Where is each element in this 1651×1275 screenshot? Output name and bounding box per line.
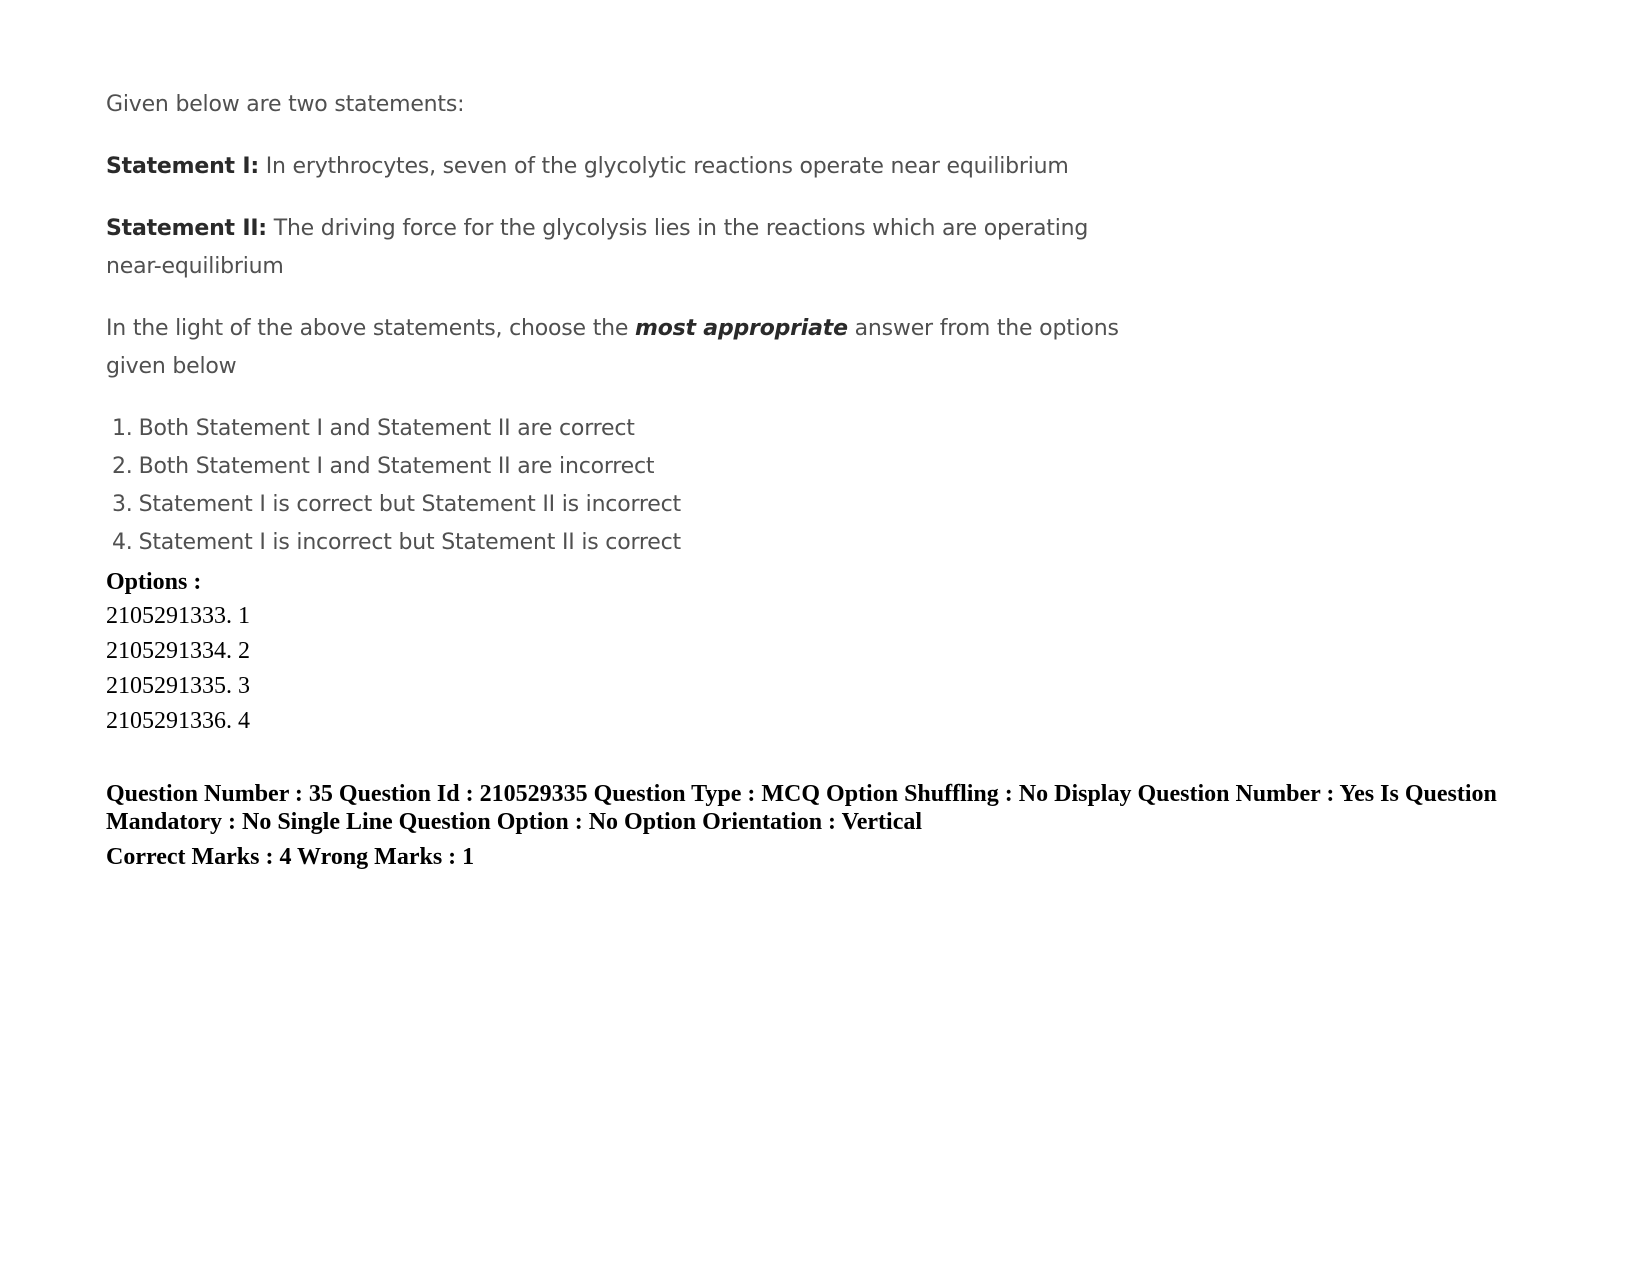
choice-number: 4. bbox=[112, 530, 133, 555]
options-section bbox=[106, 565, 250, 739]
choice-text: Statement I is incorrect but Statement II is correct bbox=[138, 530, 681, 555]
choice-number: 2. bbox=[112, 454, 133, 479]
option-row: 2105291335. 3 bbox=[106, 673, 250, 699]
statement-1-text: In erythrocytes, seven of the glycolytic reactions operate near equilibrium bbox=[258, 154, 1069, 179]
choice-text: Both Statement I and Statement II are correct bbox=[138, 416, 635, 441]
question-prompt bbox=[106, 310, 1206, 386]
choice-item bbox=[106, 410, 1206, 448]
marks-line: Correct Marks : 4 Wrong Marks : 1 bbox=[106, 844, 475, 870]
statement-2-text: The driving force for the glycolysis lies in the reactions which are operating bbox=[266, 216, 1089, 241]
choice-number: 1. bbox=[112, 416, 133, 441]
statement-2-label: Statement II: bbox=[106, 216, 267, 241]
prompt-emphasis: most appropriate bbox=[635, 316, 848, 341]
statement-2-line-1 bbox=[106, 210, 1206, 248]
statement-1 bbox=[106, 148, 1206, 186]
prompt-before: In the light of the above statements, choose the bbox=[106, 316, 635, 341]
question-image bbox=[106, 86, 1206, 562]
metadata-line-2: Mandatory : No Single Line Question Option : No Option Orientation : Vertical bbox=[106, 809, 923, 835]
choice-item bbox=[106, 524, 1206, 562]
prompt-line-2: given below bbox=[106, 354, 237, 379]
options-title: Options : bbox=[106, 569, 202, 595]
prompt-line-1 bbox=[106, 310, 1206, 348]
choice-text: Statement I is correct but Statement II is incorrect bbox=[138, 492, 681, 517]
option-row: 2105291334. 2 bbox=[106, 638, 250, 664]
option-row: 2105291336. 4 bbox=[106, 708, 250, 734]
option-row: 2105291333. 1 bbox=[106, 603, 250, 629]
choice-number: 3. bbox=[112, 492, 133, 517]
question-intro: Given below are two statements: bbox=[106, 92, 465, 117]
prompt-after: answer from the options bbox=[847, 316, 1119, 341]
choice-text: Both Statement I and Statement II are incorrect bbox=[138, 454, 655, 479]
statement-2 bbox=[106, 210, 1206, 286]
metadata-line-1: Question Number : 35 Question Id : 210529335 Question Type : MCQ Option Shuffling : No Display Question Number : Yes Is Question bbox=[106, 781, 1497, 807]
question-metadata bbox=[106, 780, 1586, 872]
choice-item bbox=[106, 486, 1206, 524]
choice-item bbox=[106, 448, 1206, 486]
statement-1-label: Statement I: bbox=[106, 154, 259, 179]
statement-2-line-2: near-equilibrium bbox=[106, 254, 284, 279]
choice-list bbox=[106, 410, 1206, 562]
